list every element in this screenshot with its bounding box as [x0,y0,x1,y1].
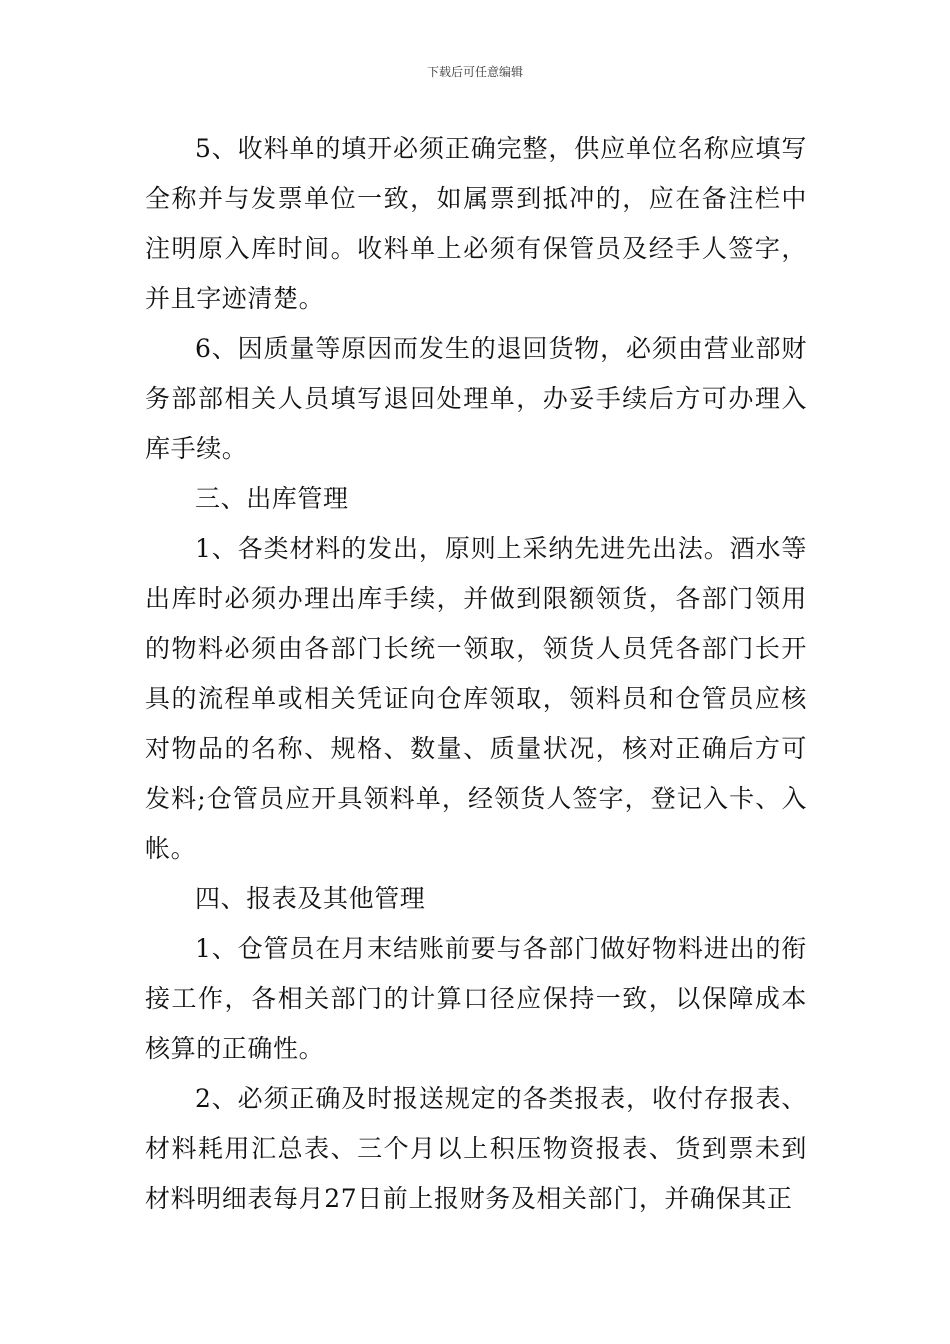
document-body [145,124,807,1224]
paragraph-material-issue: 1、各类材料的发出，原则上采纳先进先出法。酒水等出库时必须办理出库手续，并做到限额领货，各部门领用的物料必须由各部门长统一领取，领货人员凭各部门长开具的流程单或相关凭证向仓库领取，领料员和仓管员应核对物品的名称、规格、数量、质量状况，核对正确后方可发料;仓管员应开具领料单，经领货人签字，登记入卡、入帐。 [145,534,807,863]
paragraph-receipt-form: 5、收料单的填开必须正确完整，供应单位名称应填写全称并与发票单位一致，如属票到抵冲的，应在备注栏中注明原入库时间。收料单上必须有保管员及经手人签字，并且字迹清楚。 [145,134,807,313]
page-header-note: 下载后可任意编辑 [426,65,523,79]
paragraph-month-end: 1、仓管员在月末结账前要与各部门做好物料进出的衔接工作，各相关部门的计算口径应保持一致，以保障成本核算的正确性。 [145,934,807,1063]
paragraph-returned-goods: 6、因质量等原因而发生的退回货物，必须由营业部财务部部相关人员填写退回处理单，办妥手续后方可办理入库手续。 [145,334,807,463]
section-heading-outbound: 三、出库管理 [195,484,349,513]
paragraph-report-submission: 2、必须正确及时报送规定的各类报表，收付存报表、材料耗用汇总表、三个月以上积压物资报表、货到票未到材料明细表每月27日前上报财务及相关部门，并确保其正 [145,1084,807,1213]
section-heading-reports: 四、报表及其他管理 [195,884,426,913]
